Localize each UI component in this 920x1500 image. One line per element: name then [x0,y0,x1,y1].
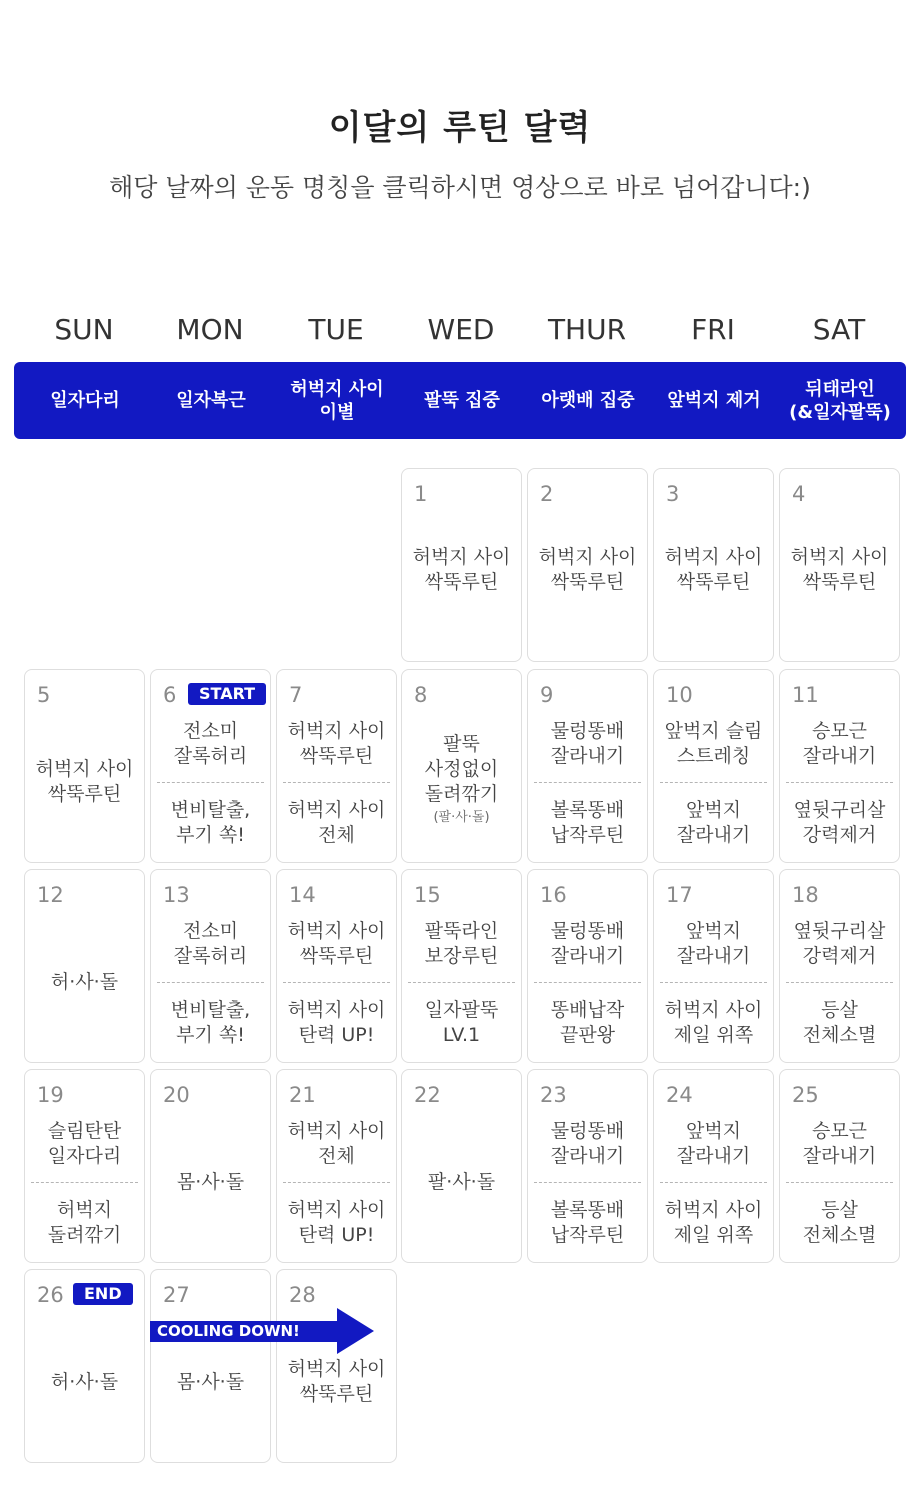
theme-fri: 앞벅지 제거 [667,390,761,411]
workout-link-top[interactable]: 허벅지 사이 싹뚝루틴 [287,720,386,767]
day-number: 23 [540,1083,567,1107]
day-number: 4 [792,482,806,506]
day-cell-11 [779,669,900,863]
workout-link-bottom[interactable]: 허벅지 사이 제일 위쪽 [664,1199,763,1246]
day-cell-16 [527,869,648,1063]
workout-link-top[interactable]: 허벅지 사이 싹뚝루틴 [538,546,637,593]
workout-label: 허·사·돌 [50,1371,119,1393]
day-cell-25 [779,1069,900,1263]
workout-link-top[interactable]: 팔뚝라인 보장루틴 [424,920,499,967]
dashed-divider [157,782,264,783]
workout-link-bottom[interactable]: 등살 전체소멸 [802,999,877,1046]
day-cell-18 [779,869,900,1063]
workout-link-top[interactable]: 앞벅지 잘라내기 [676,1120,751,1167]
dashed-divider [660,782,767,783]
weekday-wed: WED [427,313,495,346]
day-number: 17 [666,883,693,907]
workout-link-bottom[interactable]: 허벅지 사이 제일 위쪽 [664,999,763,1046]
workout-link[interactable] [151,1370,270,1395]
day-number: 22 [414,1083,441,1107]
day-number: 16 [540,883,567,907]
day-cell-2 [527,468,648,662]
day-number: 11 [792,683,819,707]
day-cell-27 [150,1269,271,1463]
weekday-sun: SUN [54,313,114,346]
dashed-divider [534,982,641,983]
day-number: 12 [37,883,64,907]
workout-label: 팔·사·돌 [427,1171,496,1193]
day-cell-8 [401,669,522,863]
dashed-divider [534,782,641,783]
workout-link-bottom[interactable]: 허벅지 사이 탄력 UP! [287,999,386,1046]
workout-link-top[interactable]: 허벅지 사이 싹뚝루틴 [412,546,511,593]
workout-link-top[interactable]: 허벅지 사이 싹뚝루틴 [287,920,386,967]
theme-sat: 뒤태라인 (&일자팔뚝) [789,378,891,423]
day-cell-4 [779,468,900,662]
dashed-divider [283,782,390,783]
workout-link-top[interactable]: 물렁똥배 잘라내기 [550,1120,625,1167]
dashed-divider [660,1182,767,1183]
day-number: 10 [666,683,693,707]
workout-link-bottom[interactable]: 볼록똥배 납작루틴 [550,799,625,846]
day-cell-20 [150,1069,271,1263]
dashed-divider [157,982,264,983]
workout-link-top[interactable]: 승모근 잘라내기 [802,720,877,767]
day-cell-24 [653,1069,774,1263]
arrow-right-icon [337,1308,374,1354]
workout-label: 몸·사·돌 [176,1171,245,1193]
day-number: 15 [414,883,441,907]
workout-link-top[interactable]: 허벅지 사이 싹뚝루틴 [664,546,763,593]
dashed-divider [786,982,893,983]
workout-label: 허·사·돌 [50,971,119,993]
day-cell-6 [150,669,271,863]
workout-link[interactable] [25,757,144,807]
day-number: 13 [163,883,190,907]
day-cell-12 [24,869,145,1063]
workout-link-top[interactable]: 앞벅지 슬림 스트레칭 [664,720,763,767]
day-cell-3 [653,468,774,662]
workout-link-bottom[interactable]: 허벅지 사이 탄력 UP! [287,1199,386,1246]
workout-link-top[interactable]: 앞벅지 잘라내기 [676,920,751,967]
workout-link[interactable] [402,1170,521,1195]
workout-link-bottom[interactable]: 변비탈출, 부기 쏙! [170,999,251,1046]
workout-link-top[interactable]: 승모근 잘라내기 [802,1120,877,1167]
day-number: 9 [540,683,554,707]
day-cell-14 [276,869,397,1063]
workout-link-top[interactable]: 물렁똥배 잘라내기 [550,720,625,767]
workout-label: 팔뚝 사정없이 돌려깎기 [424,733,499,805]
workout-label: 허벅지 사이 싹뚝루틴 [35,758,134,805]
weekday-sat: SAT [812,313,866,346]
theme-sun: 일자다리 [50,390,120,411]
day-number: 2 [540,482,554,506]
workout-abbreviation: (팔·사·돌) [433,810,490,825]
day-cell-19 [24,1069,145,1263]
workout-link[interactable] [277,1357,396,1407]
workout-link-bottom[interactable]: 옆뒷구리살 강력제거 [793,799,886,846]
day-number: 27 [163,1283,190,1307]
workout-link-top[interactable]: 옆뒷구리살 강력제거 [793,920,886,967]
day-number: 14 [289,883,316,907]
weekday-fri: FRI [691,313,735,346]
workout-link-top[interactable]: 물렁똥배 잘라내기 [550,920,625,967]
day-number: 3 [666,482,680,506]
day-cell-26 [24,1269,145,1463]
day-cell-5 [24,669,145,863]
dashed-divider [534,1182,641,1183]
theme-wed: 팔뚝 집중 [424,390,500,411]
day-number: 25 [792,1083,819,1107]
day-number: 18 [792,883,819,907]
workout-link-bottom[interactable]: 일자팔뚝 LV.1 [424,999,499,1046]
day-cell-9 [527,669,648,863]
workout-link[interactable] [25,1370,144,1395]
weekday-mon: MON [176,313,244,346]
cooling-down-label: COOLING DOWN! [157,1322,300,1340]
weekly-theme-bar [14,362,906,439]
dashed-divider [283,1182,390,1183]
workout-link[interactable] [25,970,144,995]
cooling-down-arrow [150,1308,375,1354]
weekday-thur: THUR [547,313,627,346]
day-number: 26 [37,1283,64,1307]
page-title: 이달의 루틴 달력 [328,108,592,148]
day-number: 19 [37,1083,64,1107]
workout-link[interactable] [402,732,521,829]
day-number: 21 [289,1083,316,1107]
start-badge: START [188,683,266,705]
workout-link-bottom[interactable]: 변비탈출, 부기 쏙! [170,799,251,846]
workout-link-bottom[interactable]: 허벅지 사이 전체 [287,799,386,846]
day-cell-28 [276,1269,397,1463]
dashed-divider [31,1182,138,1183]
workout-link[interactable] [151,1170,270,1195]
workout-link-bottom[interactable]: 앞벅지 잘라내기 [676,799,751,846]
workout-link-top[interactable]: 허벅지 사이 전체 [287,1120,386,1167]
workout-link-bottom[interactable]: 볼록똥배 납작루틴 [550,1199,625,1246]
day-number: 5 [37,683,51,707]
workout-link-top[interactable]: 전소미 잘록허리 [173,920,248,967]
workout-link-bottom[interactable]: 등살 전체소멸 [802,1199,877,1246]
weekday-header-row [24,313,904,353]
day-cell-15 [401,869,522,1063]
day-cell-23 [527,1069,648,1263]
workout-label: 몸·사·돌 [176,1371,245,1393]
workout-link-top[interactable]: 전소미 잘록허리 [173,720,248,767]
page-subtitle: 해당 날짜의 운동 명칭을 클릭하시면 영상으로 바로 넘어갑니다:) [109,173,811,202]
day-number: 1 [414,482,428,506]
day-number: 7 [289,683,303,707]
dashed-divider [660,982,767,983]
dashed-divider [786,1182,893,1183]
dashed-divider [408,982,515,983]
day-number: 6 [163,683,177,707]
theme-mon: 일자복근 [176,390,246,411]
dashed-divider [283,982,390,983]
workout-link-top[interactable]: 허벅지 사이 싹뚝루틴 [790,546,889,593]
theme-tue: 허벅지 사이 이별 [290,378,384,423]
weekday-tue: TUE [308,313,364,346]
day-cell-17 [653,869,774,1063]
day-cell-13 [150,869,271,1063]
day-number: 20 [163,1083,190,1107]
end-badge: END [73,1283,133,1305]
theme-thur: 아랫배 집중 [541,390,635,411]
day-cell-10 [653,669,774,863]
day-number: 28 [289,1283,316,1307]
day-cell-1 [401,468,522,662]
day-number: 8 [414,683,428,707]
day-number: 24 [666,1083,693,1107]
workout-link-bottom[interactable]: 똥배납작 끝판왕 [550,999,625,1046]
day-cell-21 [276,1069,397,1263]
workout-link-bottom[interactable]: 허벅지 돌려깎기 [47,1199,122,1246]
workout-link-top[interactable]: 슬림탄탄 일자다리 [47,1120,122,1167]
dashed-divider [786,782,893,783]
workout-label: 허벅지 사이 싹뚝루틴 [287,1358,386,1405]
day-cell-7 [276,669,397,863]
day-cell-22 [401,1069,522,1263]
